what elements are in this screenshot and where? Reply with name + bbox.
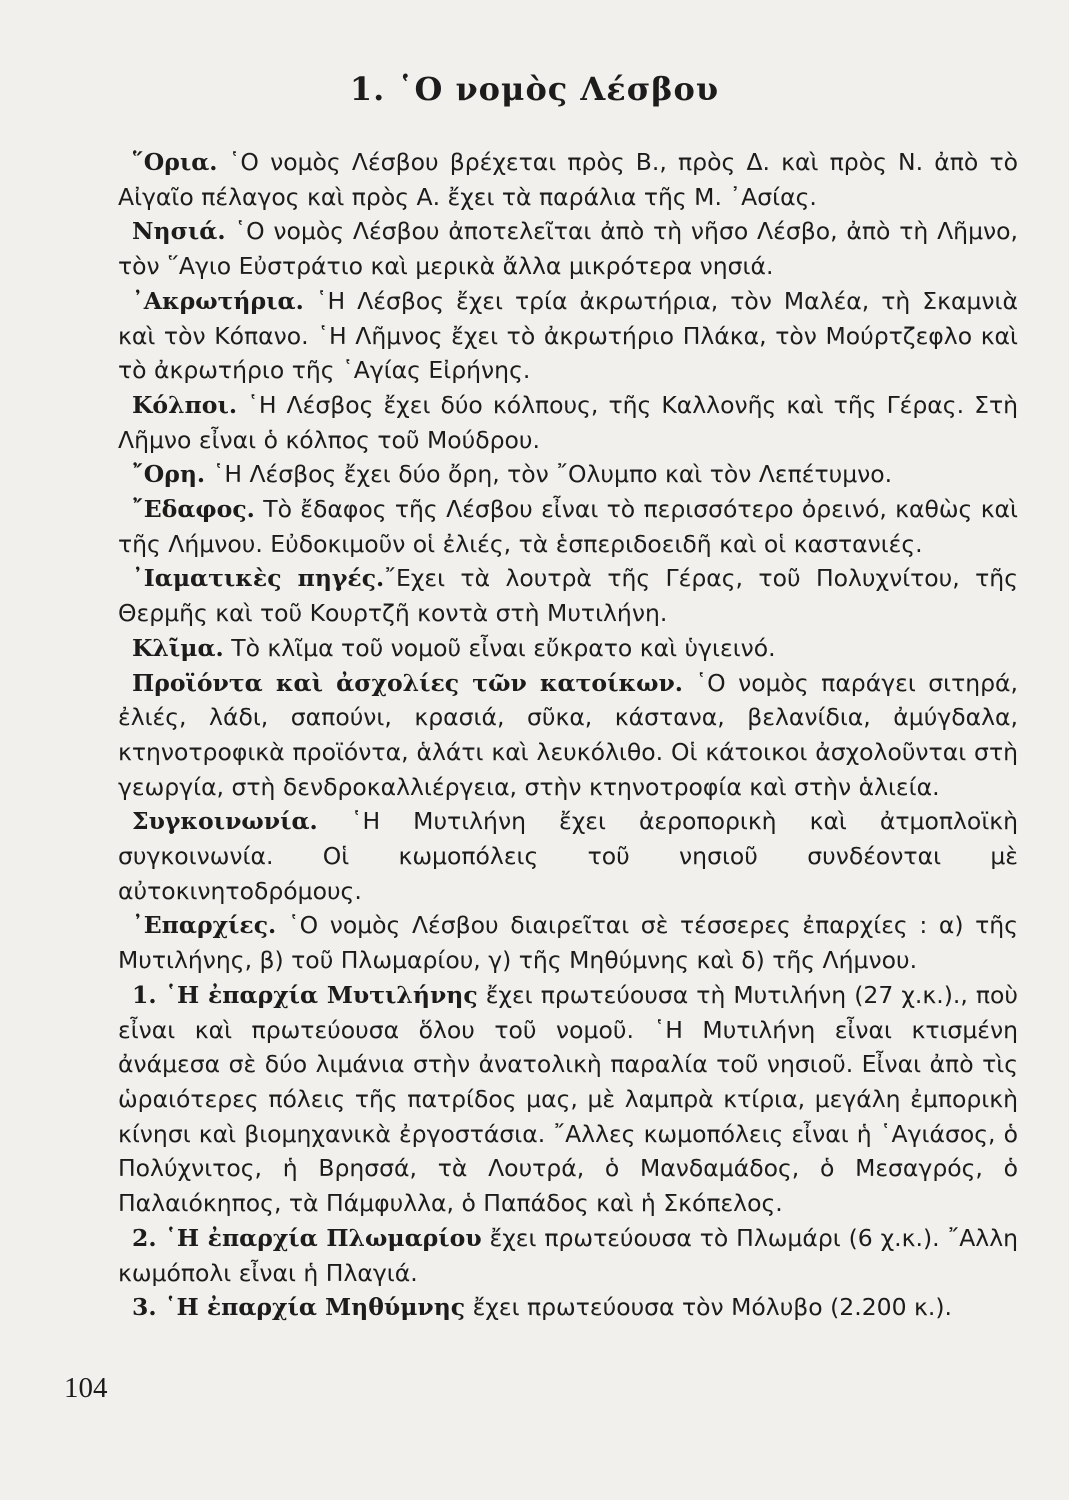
paragraph-text: ἔχει πρωτεύουσα τὴ Μυτιλήνη (27 χ.κ.)., ποὺ εἶναι καὶ πρωτεύουσα ὅλου τοῦ νομοῦ. ῾Η Μυτιλήνη εἶναι κτισμένη ἀνάμεσα σὲ δύο λιμάνια στὴν ἀνατολικὴ παραλία τοῦ νησιοῦ. Εἶναι ἀπὸ τὶς ὡραιότερες πόλεις τῆς πατρίδος μας, μὲ λαμπρὰ κτίρια, μεγάλη ἐμπορικὴ κίνησι καὶ βιομηχανικὰ ἐργοστάσια. ῎Αλλες κωμοπόλεις εἶναι ἡ ῾Αγιάσος, ὁ Πολύχνιτος, ἡ Βρησσά, τὰ Λουτρά, ὁ Μανδαμάδος, ὁ Μεσαγρός, ὁ Παλαιόκηπος, τὰ Πάμφυλλα, ὁ Παπάδος καὶ ἡ Σκόπελος.	[118, 980, 1019, 1218]
paragraph-products	[118, 666, 1018, 805]
paragraph-borders	[118, 145, 1018, 214]
paragraph-heading: 2. ῾Η ἐπαρχία Πλωμαρίου	[132, 1223, 482, 1252]
paragraph-heading: ῎Ορη.	[132, 460, 206, 489]
paragraph-heading: 3. ῾Η ἐπαρχία Μηθύμνης	[132, 1293, 466, 1322]
paragraph-heading: ῎Εδαφος.	[132, 495, 255, 524]
paragraph-text: ῾Η Λέσβος ἔχει τρία ἀκρωτήρια, τὸν Μαλέα, τὴ Σκαμνιὰ καὶ τὸν Κόπανο. ῾Η Λῆμνος ἔχει τὸ ἀκρωτήριο Πλάκα, τὸν Μούρτζεφλο καὶ τὸ ἀκρωτήριο τῆς ῾Αγίας Εἰρήνης.	[118, 286, 1018, 385]
paragraph-text: ῾Η Μυτιλήνη ἔχει ἀεροπορικὴ καὶ ἀτμοπλοϊκὴ συγκοινωνία. Οἱ κωμοπόλεις τοῦ νησιοῦ συνδέονται μὲ αὐτοκινητοδρόμους.	[118, 807, 1018, 905]
paragraph-heading: Συγκοινωνία.	[132, 807, 318, 836]
paragraph-province-methymna	[118, 1290, 1018, 1325]
paragraph-text: ῾Ο νομὸς Λέσβου ἀποτελεῖται ἀπὸ τὴ νῆσο Λέσβο, ἀπὸ τὴ Λῆμνο, τὸν ῞Αγιο Εὐστράτιο καὶ μερικὰ ἄλλα μικρότερα νησιά.	[118, 217, 1018, 281]
page-number: 104	[64, 1372, 108, 1404]
paragraph-text: ῾Ο νομὸς Λέσβου βρέχεται πρὸς Β., πρὸς Δ. καὶ πρὸς Ν. ἀπὸ τὸ Αἰγαῖο πέλαγος καὶ πρὸς Α. ἔχει τὰ παράλια τῆς Μ. ᾿Ασίας.	[118, 148, 1018, 211]
paragraph-heading: ῞Ορια.	[132, 148, 218, 176]
paragraph-text: ῾Η Λέσβος ἔχει δύο ὄρη, τὸν ῎Ολυμπο καὶ τὸν Λεπέτυμνο.	[205, 460, 893, 489]
body-text	[118, 145, 1018, 1325]
paragraph-heading: ᾿Ακρωτήρια.	[132, 286, 304, 315]
paragraph-text: ἔχει πρωτεύουσα τὸν Μόλυβο (2.200 κ.).	[465, 1293, 953, 1322]
paragraph-capes	[118, 284, 1018, 388]
page-title: 1. ῾Ο νομὸς Λέσβου	[349, 70, 720, 108]
paragraph-springs	[118, 561, 1018, 630]
paragraph-transport	[118, 804, 1018, 908]
paragraph-province-mytilene	[118, 978, 1018, 1221]
paragraph-heading: ᾿Επαρχίες.	[132, 911, 277, 940]
paragraph-text: ῾Ο νομὸς παράγει σιτηρά, ἐλιές, λάδι, σαπούνι, κρασιά, σῦκα, κάστανα, βελανίδια, ἀμύγδαλα, κτηνοτροφικὰ προϊόντα, ἁλάτι καὶ λευκόλιθο. Οἱ κάτοικοι ἀσχολοῦνται στὴ γεωργία, στὴ δενδροκαλλιέργεια, στὴν κτηνοτροφία καὶ στὴν ἁλιεία.	[118, 668, 1018, 801]
paragraph-text: Τὸ κλῖμα τοῦ νομοῦ εἶναι εὔκρατο καὶ ὑγιεινό.	[223, 633, 776, 662]
paragraph-text: ῎Εχει τὰ λουτρὰ τῆς Γέρας, τοῦ Πολυχνίτου, τῆς Θερμῆς καὶ τοῦ Κουρτζῆ κοντὰ στὴ Μυτιλήνη.	[118, 564, 1018, 628]
paragraph-terrain	[118, 492, 1018, 561]
paragraph-heading: Νησιά.	[132, 217, 226, 246]
paragraph-heading: Κόλποι.	[132, 390, 238, 419]
paragraph-text: Τὸ ἔδαφος τῆς Λέσβου εἶναι τὸ περισσότερο ὀρεινό, καθὼς καὶ τῆς Λήμνου. Εὐδοκιμοῦν οἱ ἐλιές, τὰ ἑσπεριδοειδῆ καὶ οἱ καστανιές.	[118, 495, 1018, 558]
paragraph-text: ἔχει πρωτεύουσα τὸ Πλωμάρι (6 χ.κ.). ῎Αλλη κωμόπολι εἶναι ἡ Πλαγιά.	[118, 1223, 1018, 1287]
paragraph-heading: 1. ῾Η ἐπαρχία Μυτιλήνης	[132, 980, 478, 1009]
paragraph-provinces	[118, 908, 1018, 977]
paragraph-heading: Κλῖμα.	[132, 633, 224, 662]
paragraph-heading: ᾿Ιαματικὲς πηγές.	[132, 564, 385, 593]
paragraph-text: ῾Η Λέσβος ἔχει δύο κόλπους, τῆς Καλλονῆς καὶ τῆς Γέρας. Στὴ Λῆμνο εἶναι ὁ κόλπος τοῦ Μούδρου.	[118, 390, 1018, 454]
paragraph-heading: Προϊόντα καὶ ἀσχολίες τῶν κατοίκων.	[132, 668, 683, 697]
paragraph-gulfs	[118, 388, 1018, 457]
paragraph-islands	[118, 214, 1018, 283]
paragraph-mountains	[118, 457, 1018, 492]
paragraph-province-plomari	[118, 1221, 1018, 1290]
paragraph-text: ῾Ο νομὸς Λέσβου διαιρεῖται σὲ τέσσερες ἐπαρχίες : α) τῆς Μυτιλήνης, β) τοῦ Πλωμαρίου, γ) τῆς Μηθύμνης καὶ δ) τῆς Λήμνου.	[118, 911, 1018, 975]
paragraph-climate	[118, 631, 1018, 666]
